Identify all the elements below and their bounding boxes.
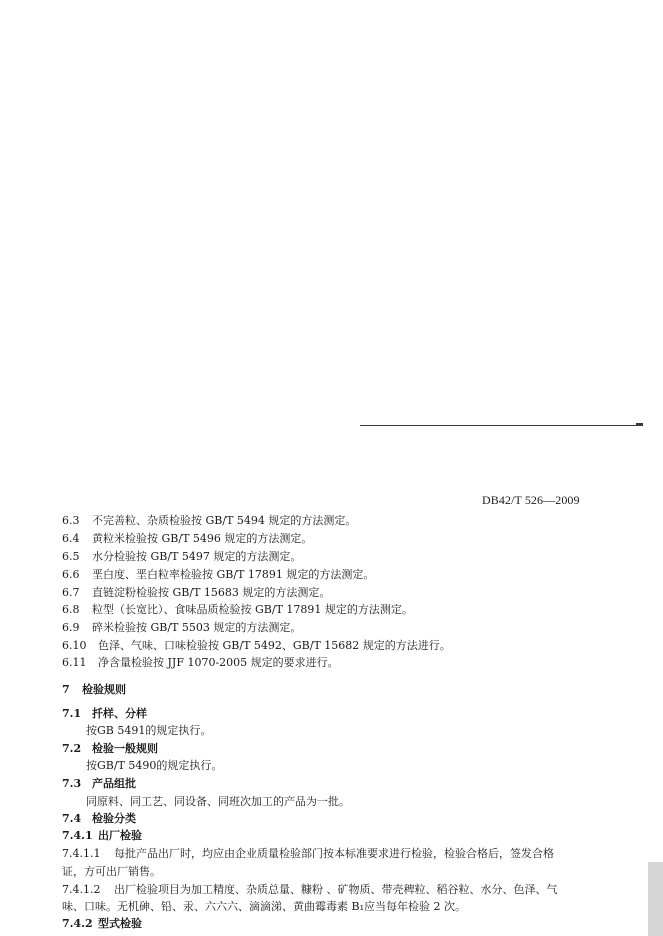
clause-7-2-body: 按GB/T 5490的规定执行。 bbox=[86, 759, 223, 772]
document-code: DB42/T 526—2009 bbox=[482, 493, 580, 507]
clause-number: 6.5 bbox=[62, 550, 80, 563]
clause-6-7 bbox=[62, 586, 330, 600]
clause-7-4-title bbox=[62, 812, 136, 826]
clause-text: 垩白度、垩白粒率检验按 GB/T 17891 规定的方法测定。 bbox=[92, 568, 375, 581]
clause-title: 出厂检验 bbox=[98, 829, 142, 842]
clause-6-9 bbox=[62, 621, 301, 635]
clause-7-3-title bbox=[62, 777, 136, 791]
clause-number: 7.3 bbox=[62, 777, 82, 790]
clause-number: 6.8 bbox=[62, 603, 80, 616]
section-number: 7 bbox=[62, 683, 70, 696]
clause-6-3 bbox=[62, 514, 356, 528]
clause-6-10 bbox=[62, 639, 451, 653]
clause-number: 7.4 bbox=[62, 812, 82, 825]
clause-7-4-1-2-line2: 味、口味。无机砷、铅、汞、六六六、滴滴涕、黄曲霉毒素 B₁应当每年检验 2 次。 bbox=[62, 900, 466, 913]
section-title: 检验规则 bbox=[82, 683, 126, 696]
clause-number: 6.3 bbox=[62, 514, 80, 527]
clause-text: 每批产品出厂时，均应由企业质量检验部门按本标准要求进行检验，检验合格后，签发合格 bbox=[114, 847, 554, 860]
clause-7-2-title bbox=[62, 742, 158, 756]
clause-text: 水分检验按 GB/T 5497 规定的方法测定。 bbox=[92, 550, 302, 563]
clause-7-4-1-1-line2: 证，方可出厂销售。 bbox=[62, 865, 161, 878]
clause-text: 直链淀粉检验按 GB/T 15683 规定的方法测定。 bbox=[92, 586, 331, 599]
clause-title: 检验分类 bbox=[92, 812, 136, 825]
clause-7-1-title bbox=[62, 707, 147, 721]
scan-edge-shadow bbox=[648, 862, 663, 936]
clause-6-11 bbox=[62, 656, 339, 670]
clause-6-4 bbox=[62, 532, 312, 546]
clause-6-8 bbox=[62, 603, 413, 617]
clause-number: 6.11 bbox=[62, 656, 87, 669]
top-rule-line bbox=[360, 425, 643, 426]
clause-7-3-body: 同原料、同工艺、同设备、同班次加工的产品为一批。 bbox=[86, 795, 350, 808]
clause-text: 黄粒米检验按 GB/T 5496 规定的方法测定。 bbox=[92, 532, 313, 545]
clause-text: 碎米检验按 GB/T 5503 规定的方法测定。 bbox=[92, 621, 302, 634]
clause-7-4-2-title bbox=[62, 917, 142, 931]
clause-number: 7.4.1.1 bbox=[62, 847, 101, 860]
clause-number: 6.10 bbox=[62, 639, 87, 652]
top-rule-tick bbox=[636, 423, 643, 425]
clause-number: 7.4.1 bbox=[62, 829, 93, 842]
clause-title: 产品组批 bbox=[92, 777, 136, 790]
clause-7-4-1-title bbox=[62, 829, 142, 843]
clause-text: 不完善粒、杂质检验按 GB/T 5494 规定的方法测定。 bbox=[92, 514, 357, 527]
clause-text: 色泽、气味、口味检验按 GB/T 5492、GB/T 15682 规定的方法进行。 bbox=[98, 639, 451, 652]
clause-6-5 bbox=[62, 550, 301, 564]
clause-number: 7.4.2 bbox=[62, 917, 93, 930]
clause-7-4-1-2-line1 bbox=[62, 883, 558, 897]
clause-number: 7.2 bbox=[62, 742, 82, 755]
clause-7-4-1-1-line1 bbox=[62, 847, 554, 861]
clause-number: 7.1 bbox=[62, 707, 82, 720]
clause-number: 7.4.1.2 bbox=[62, 883, 101, 896]
clause-title: 检验一般规则 bbox=[92, 742, 158, 755]
clause-title: 型式检验 bbox=[98, 917, 142, 930]
section-7-heading bbox=[62, 683, 126, 697]
clause-text: 粒型（长宽比）、食味品质检验按 GB/T 17891 规定的方法测定。 bbox=[92, 603, 413, 616]
clause-number: 6.7 bbox=[62, 586, 80, 599]
clause-text: 出厂检验项目为加工精度、杂质总量、糠粉 、矿物质、带壳稗粒、稻谷粒、水分、色泽、气 bbox=[114, 883, 558, 896]
clause-number: 6.6 bbox=[62, 568, 80, 581]
clause-number: 6.9 bbox=[62, 621, 80, 634]
clause-text: 净含量检验按 JJF 1070-2005 规定的要求进行。 bbox=[98, 656, 339, 669]
clause-6-6 bbox=[62, 568, 374, 582]
clause-number: 6.4 bbox=[62, 532, 80, 545]
clause-7-1-body: 按GB 5491的规定执行。 bbox=[86, 724, 212, 737]
clause-title: 扦样、分样 bbox=[92, 707, 147, 720]
